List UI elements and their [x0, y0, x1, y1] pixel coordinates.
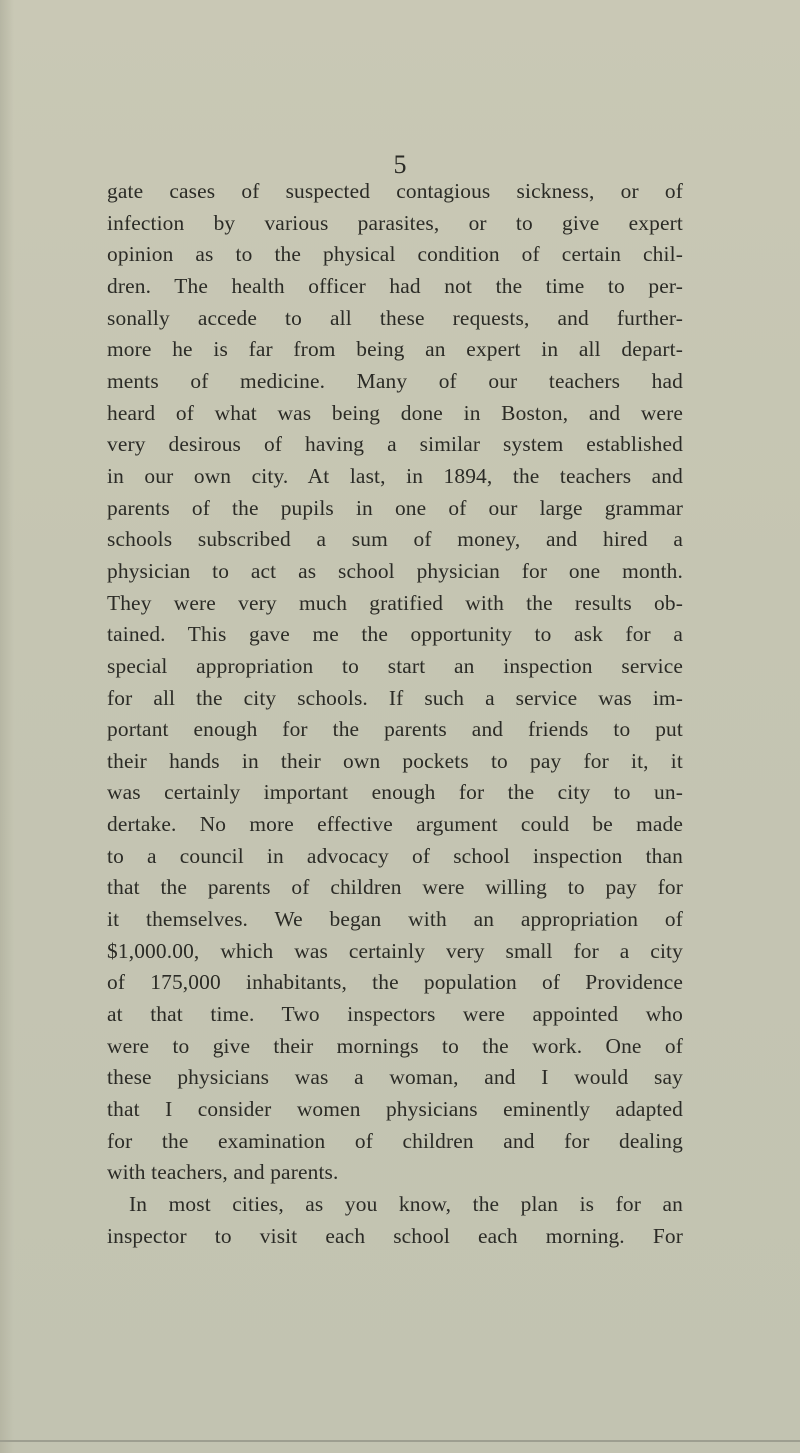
text-line: special appropriation to start an inspection service: [107, 653, 683, 678]
text-line: that I consider women physicians eminently adapted: [107, 1097, 683, 1122]
text-line: very desirous of having a similar system established: [107, 432, 683, 457]
text-line: their hands in their own pockets to pay for it, it: [107, 748, 683, 773]
text-line: dertake. No more effective argument could be made: [107, 812, 683, 837]
text-line: portant enough for the parents and friends to put: [107, 717, 683, 742]
text-line: tained. This gave me the opportunity to ask for a: [107, 622, 683, 647]
text-line: for all the city schools. If such a service was im-: [107, 685, 683, 710]
text-line: opinion as to the physical condition of certain chil-: [107, 242, 683, 267]
paragraph-start-line: In most cities, as you know, the plan is for an: [129, 1192, 683, 1216]
text-line: infection by various parasites, or to give expert: [107, 210, 683, 235]
text-line: it themselves. We began with an appropriation of: [107, 907, 683, 932]
text-line: sonally accede to all these requests, and further-: [107, 305, 683, 330]
text-line: parents of the pupils in one of our large grammar: [107, 495, 683, 520]
text-line: were to give their mornings to the work. One of: [107, 1033, 683, 1058]
text-line: They were very much gratified with the results ob-: [107, 590, 683, 615]
text-line: of 175,000 inhabitants, the population of Providence: [107, 970, 683, 995]
page-number: 5: [393, 150, 407, 179]
paragraph-end-line: with teachers, and parents.: [107, 1160, 339, 1185]
text-line: inspector to visit each school each morning. For: [107, 1223, 683, 1248]
text-line: dren. The health officer had not the time to per-: [107, 273, 683, 298]
body-text: [107, 176, 683, 1252]
text-line: heard of what was being done in Boston, and were: [107, 400, 683, 425]
text-line: schools subscribed a sum of money, and hired a: [107, 527, 683, 552]
text-line: these physicians was a woman, and I would say: [107, 1065, 683, 1090]
text-line: was certainly important enough for the city to un-: [107, 780, 683, 805]
text-line: physician to act as school physician for one month.: [107, 558, 683, 583]
text-line: at that time. Two inspectors were appointed who: [107, 1002, 683, 1027]
text-line: in our own city. At last, in 1894, the teachers and: [107, 463, 683, 488]
text-line: more he is far from being an expert in all depart-: [107, 337, 683, 362]
text-line: for the examination of children and for dealing: [107, 1128, 683, 1153]
text-line: that the parents of children were willing to pay for: [107, 875, 683, 900]
text-line: gate cases of suspected contagious sickness, or of: [107, 179, 683, 203]
text-line: ments of medicine. Many of our teachers had: [107, 368, 683, 393]
bottom-edge-rule: [0, 1440, 800, 1442]
text-line: $1,000.00, which was certainly very small for a city: [107, 938, 683, 963]
text-line: to a council in advocacy of school inspection than: [107, 843, 683, 868]
page-edge-shadow: [0, 0, 14, 1453]
